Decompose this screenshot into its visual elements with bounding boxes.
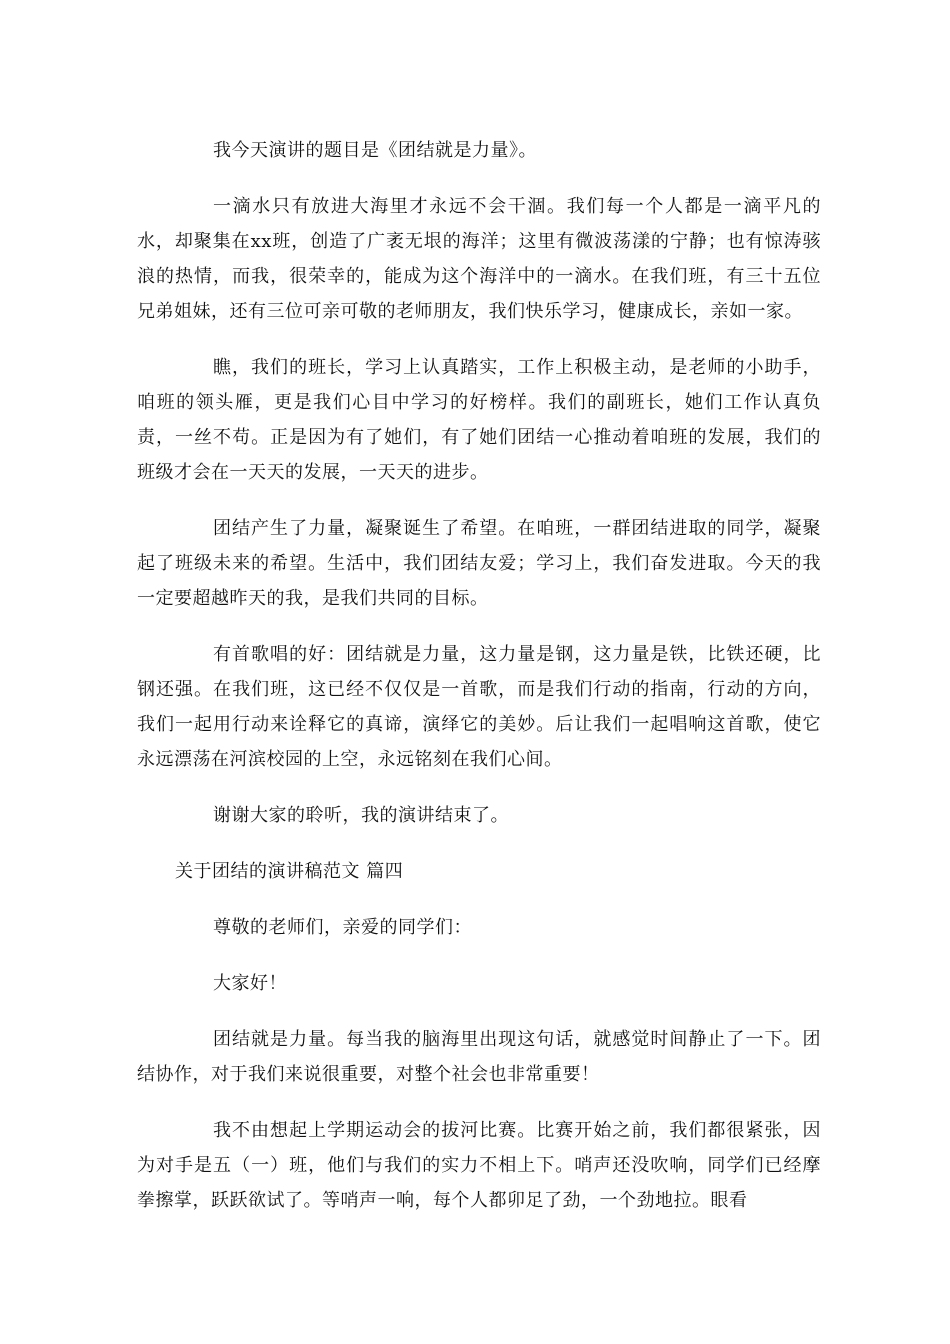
section-heading: 关于团结的演讲稿范文 篇四 bbox=[175, 861, 404, 882]
paragraph-unity-is-strength: 团结就是力量。每当我的脑海里出现这句话，就感觉时间静止了一下。团结协作，对于我们来说很重要，对整个社会也非常重要！ bbox=[137, 1029, 821, 1085]
paragraph-song: 有首歌唱的好：团结就是力量，这力量是钢，这力量是铁，比铁还硬，比钢还强。在我们班，这已经不仅仅是一首歌，而是我们行动的指南，行动的方向，我们一起用行动来诠释它的真谛，演绎它的美妙。后让我们一起唱响这首歌，使它永远漂荡在河滨校园的上空，永远铭刻在我们心间。 bbox=[137, 644, 821, 770]
paragraph-monitor: 瞧，我们的班长，学习上认真踏实，工作上积极主动，是老师的小助手，咱班的领头雁，更是我们心目中学习的好榜样。我们的副班长，她们工作认真负责，一丝不苟。正是因为有了她们，有了她们团结一心推动着咱班的发展，我们的班级才会在一天天的发展，一天天的进步。 bbox=[137, 357, 821, 483]
paragraph-speech-title: 我今天演讲的题目是《团结就是力量》。 bbox=[213, 140, 537, 161]
paragraph-thanks: 谢谢大家的聆听，我的演讲结束了。 bbox=[213, 805, 509, 826]
paragraph-tug-of-war: 我不由想起上学期运动会的拔河比赛。比赛开始之前，我们都很紧张，因为对手是五（一）班，他们与我们的实力不相上下。哨声还没吹响，同学们已经摩拳擦掌，跃跃欲试了。等哨声一响，每个人都卯足了劲，一个劲地拉。眼看 bbox=[137, 1120, 821, 1211]
paragraph-water-drop: 一滴水只有放进大海里才永远不会干涸。我们每一个人都是一滴平凡的水，却聚集在xx班，创造了广袤无垠的海洋；这里有微波荡漾的宁静；也有惊涛骇浪的热情，而我，很荣幸的，能成为这个海洋中的一滴水。在我们班，有三十五位兄弟姐妹，还有三位可亲可敬的老师朋友，我们快乐学习，健康成长，亲如一家。 bbox=[137, 196, 821, 322]
paragraph-salutation: 尊敬的老师们，亲爱的同学们： bbox=[213, 917, 472, 938]
paragraph-unity-strength: 团结产生了力量，凝聚诞生了希望。在咱班，一群团结进取的同学，凝聚起了班级未来的希望。生活中，我们团结友爱；学习上，我们奋发进取。今天的我一定要超越昨天的我，是我们共同的目标。 bbox=[137, 518, 821, 609]
document-body bbox=[137, 133, 821, 1218]
paragraph-greeting: 大家好！ bbox=[213, 973, 287, 994]
